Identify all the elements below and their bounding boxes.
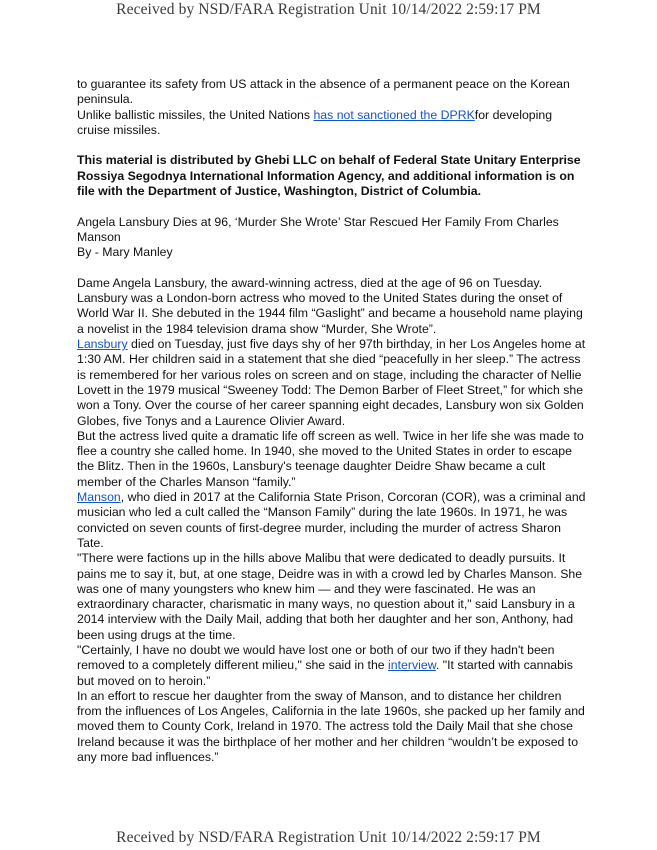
fara-disclaimer: This material is distributed by Ghebi LLC on behalf of Federal State Unitary Enterprise Rossiya Segodnya International Information Agency, and additional information is on file with the Department of Justice, Washington, District of Columbia.: [77, 153, 581, 199]
article-paragraph-1: Dame Angela Lansbury, the award-winning actress, died at the age of 96 on Tuesday. Lansbury was a London-born actress who moved to the United States during the onset of World War II. She debuted in the 1944 film “Gaslight” and became a household name playing a novelist in the 1984 television drama show “Murder, She Wrote”.: [77, 275, 583, 336]
article-paragraph-2: [77, 337, 587, 429]
article-byline: By - Mary Manley: [77, 245, 173, 260]
sanctions-text-after: for developing cruise missiles.: [77, 107, 553, 137]
paragraph-2-text: died on Tuesday, just five days shy of her 97th birthday, in her Los Angeles home at 1:30 AM. Her children said in a statement that she died “peacefully in her sleep.” The actress is remembered for her various roles on screen and on stage, including the character of Nellie Lovett in the 1979 musical “Sweeney Todd: The Demon Barber of Fleet Street,” for which she won a Tony. Over the course of her career spanning eight decades, Lansbury won six Golden Globes, five Tonys and a Laurence Olivier Award.: [77, 337, 586, 428]
paragraph-4-text: , who died in 2017 at the California State Prison, Corcoran (COR), was a criminal and musician who led a cult called the “Manson Family” during the late 1960s. In 1971, he was convicted on seven counts of first-degree murder, including the murder of actress Sharon Tate.: [77, 490, 586, 550]
sanctions-paragraph: [77, 108, 587, 139]
manson-link[interactable]: Manson: [77, 490, 121, 505]
dprk-sanctions-link[interactable]: has not sanctioned the DPRK: [313, 107, 475, 122]
article-title: Angela Lansbury Dies at 96, ‘Murder She Wrote’ Star Rescued Her Family From Charles Manson: [77, 214, 559, 244]
article-paragraph-3: But the actress lived quite a dramatic life off screen as well. Twice in her life she was made to flee a country she called home. In 1940, she moved to the United States in order to escape the Blitz. Then in the 1960s, Lansbury's teenage daughter Deidre Shaw became a cult member of the Charles Manson “family.”: [77, 428, 584, 489]
fara-received-stamp-bottom: Received by NSD/FARA Registration Unit 10/14/2022 2:59:17 PM: [116, 829, 541, 846]
sanctions-text-before: Unlike ballistic missiles, the United Nations: [77, 107, 314, 122]
fara-received-stamp-top: Received by NSD/FARA Registration Unit 10/14/2022 2:59:17 PM: [116, 1, 541, 18]
interview-link[interactable]: interview: [388, 658, 436, 673]
article-paragraph-6: [77, 643, 587, 689]
document-body: [77, 77, 587, 765]
intro-paragraph: to guarantee its safety from US attack in the absence of a permanent peace on the Korean peninsula.: [77, 77, 570, 107]
lansbury-link[interactable]: Lansbury: [77, 337, 128, 352]
paragraph-6-text-before: "Certainly, I have no doubt we would have lost one or both of our two if they hadn't been removed to a completely different milieu," she said in the: [77, 642, 555, 673]
article-paragraph-4: [77, 490, 587, 551]
paragraph-6-text-after: . "It started with cannabis but moved on to heroin.”: [77, 658, 573, 688]
article-paragraph-7: In an effort to rescue her daughter from the sway of Manson, and to distance her children from the influences of Los Angeles, California in the late 1960s, she packed up her family and moved them to County Cork, Ireland in 1970. The actress told the Daily Mail that she chose Ireland because it was the birthplace of her mother and her children “wouldn’t be exposed to any more bad influences.”: [77, 688, 585, 765]
article-paragraph-5: "There were factions up in the hills above Malibu that were dedicated to deadly pursuits. It pains me to say it, but, at one stage, Deidre was in with a crowd led by Charles Manson. She was one of many youngsters who knew him — and they were fascinated. He was an extraordinary character, charismatic in many ways, no question about it," said Lansbury in a 2014 interview with the Daily Mail, adding that both her daughter and her son, Anthony, had been using drugs at the time.: [77, 551, 583, 642]
